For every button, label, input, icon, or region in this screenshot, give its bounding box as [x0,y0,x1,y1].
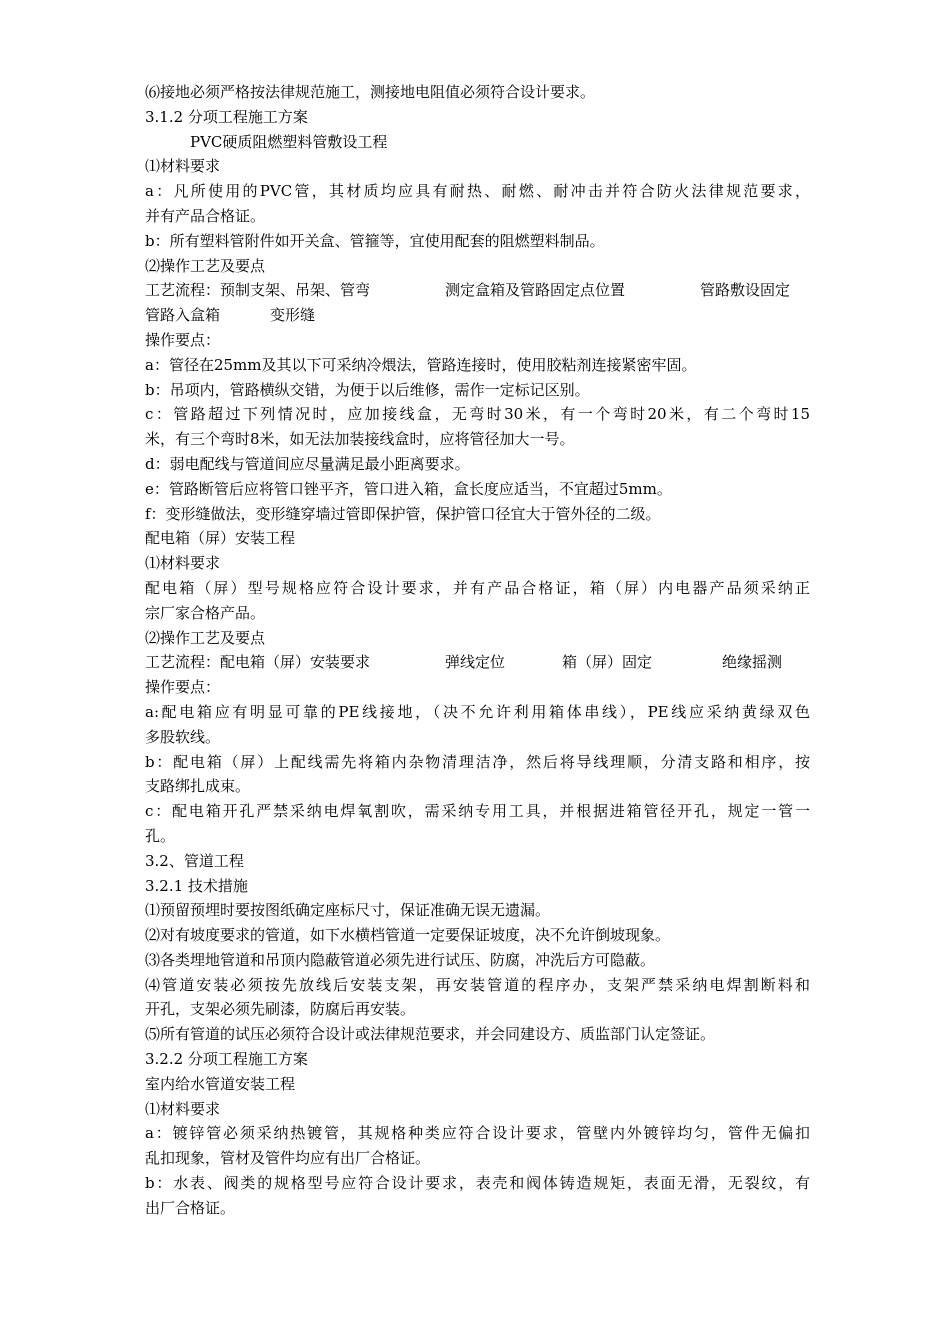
paragraph-line: a：凡所使用的PVC管，其材质均应具有耐热、耐燃、耐冲击并符合防火法律规范要求， [145,182,810,201]
document-page [145,80,810,1221]
key-points-heading: 操作要点： [145,330,221,349]
paragraph-line: 配电箱（屏）型号规格应符合设计要求，并有产品合格证，箱（屏）内电器产品须采纳正 [145,578,810,597]
water-supply-heading: 室内给水管道安装工程 [145,1074,296,1093]
material-requirements-heading: ⑴材料要求 [145,1099,221,1118]
paragraph-line: c：配电箱开孔严禁采纳电焊氧割吹，需采纳专用工具，并根据进箱管径开孔，规定一管一 [145,802,810,821]
process-heading: ⑵操作工艺及要点 [145,256,266,275]
paragraph-line: a：管径在25mm及其以下可采纳冷煨法，管路连接时，使用胶粘剂连接紧密牢固。 [145,355,697,374]
paragraph-line: b：配电箱（屏）上配线需先将箱内杂物清理洁净，然后将导线理顺，分清支路和相序，按 [145,752,810,771]
paragraph-line: 并有产品合格证。 [145,206,266,225]
section-3-2-heading: 3.2、管道工程 [145,851,244,870]
paragraph-line: e：管路断管后应将管口锉平齐，管口进入箱，盒长度应适当，不宜超过5mm。 [145,479,672,498]
paragraph-line: ⑴预留预埋时要按图纸确定座标尺寸，保证准确无误无遗漏。 [145,901,551,920]
flow-step: 工艺流程：预制支架、吊架、管弯 [145,281,371,300]
paragraph-line: ⑷管道安装必须按先放线后安装支架，再安装管道的程序办，支架严禁采纳电焊割断料和 [145,975,810,994]
flow-step: 测定盒箱及管路固定点位置 [445,281,626,300]
process-flow-pvc-cont [145,303,810,328]
paragraph-line: b：水表、阀类的规格型号应符合设计要求，表壳和阀体铸造规矩，表面无滑，无裂纹，有 [145,1174,810,1193]
paragraph-line: b：所有塑料管附件如开关盒、管箍等，宜使用配套的阻燃塑料制品。 [145,231,605,250]
flow-step: 箱（屏）固定 [562,653,653,672]
key-points-heading: 操作要点： [145,678,221,697]
paragraph-line: 多股软线。 [145,727,221,746]
paragraph-line: 宗厂家合格产品。 [145,603,266,622]
paragraph-line: a：镀锌管必须采纳热镀管，其规格种类应符合设计要求，管壁内外镀锌均匀，管件无偏扣 [145,1124,810,1143]
paragraph-line: f：变形缝做法，变形缝穿墙过管即保护管，保护管口径宜大于管外径的二级。 [145,504,661,523]
material-requirements-heading: ⑴材料要求 [145,157,221,176]
process-heading: ⑵操作工艺及要点 [145,628,266,647]
material-requirements-heading: ⑴材料要求 [145,554,221,573]
flow-step: 管路敷设固定 [700,281,791,300]
pvc-conduit-heading: PVC硬质阻燃塑料管敷设工程 [190,132,388,151]
grounding-requirement: ⑹接地必须严格按法律规范施工，测接地电阻值必须符合设计要求。 [145,83,596,101]
flow-step: 管路入盒箱 [145,306,221,325]
flow-step: 工艺流程：配电箱（屏）安装要求 [145,653,371,672]
paragraph-line: 米，有三个弯时8米，如无法加装接线盒时，应将管径加大一号。 [145,430,575,449]
section-3-2-2-heading: 3.2.2 分项工程施工方案 [145,1050,308,1069]
paragraph-line: 出厂合格证。 [145,1198,236,1217]
paragraph-line: 支路绑扎成束。 [145,777,251,796]
process-flow-pvc [145,278,810,303]
distribution-box-heading: 配电箱（屏）安装工程 [145,529,296,548]
section-3-2-1-heading: 3.2.1 技术措施 [145,876,248,895]
section-3-1-2-heading: 3.1.2 分项工程施工方案 [145,107,308,126]
paragraph-line: 开孔，支架必须先刷漆，防腐后再安装。 [145,1000,416,1019]
paragraph-line: 乱扣现象，管材及管件均应有出厂合格证。 [145,1149,431,1168]
flow-step: 弹线定位 [445,653,506,672]
flow-step: 变形缝 [270,306,316,325]
paragraph-line: a:配电箱应有明显可靠的PE线接地，（决不允许利用箱体串线），PE线应采纳黄绿双色 [145,702,810,721]
paragraph-line: ⑸所有管道的试压必须符合设计或法律规范要求，并会同建设方、质监部门认定签证。 [145,1025,716,1044]
paragraph-line: ⑶各类埋地管道和吊顶内隐蔽管道必须先进行试压、防腐，冲洗后方可隐蔽。 [145,950,656,969]
flow-step: 绝缘摇测 [722,653,783,672]
paragraph-line: c：管路超过下列情况时，应加接线盒，无弯时30米，有一个弯时20米，有二个弯时15 [145,405,810,424]
paragraph-line: d：弱电配线与管道间应尽量满足最小距离要求。 [145,454,470,473]
paragraph-line: 孔。 [145,826,176,845]
paragraph-line: ⑵对有坡度要求的管道，如下水横档管道一定要保证坡度，决不允许倒坡现象。 [145,926,671,945]
paragraph-line: b：吊项内，管路横纵交错，为便于以后维修，需作一定标记区别。 [145,380,590,399]
process-flow-distribution-box [145,650,810,675]
